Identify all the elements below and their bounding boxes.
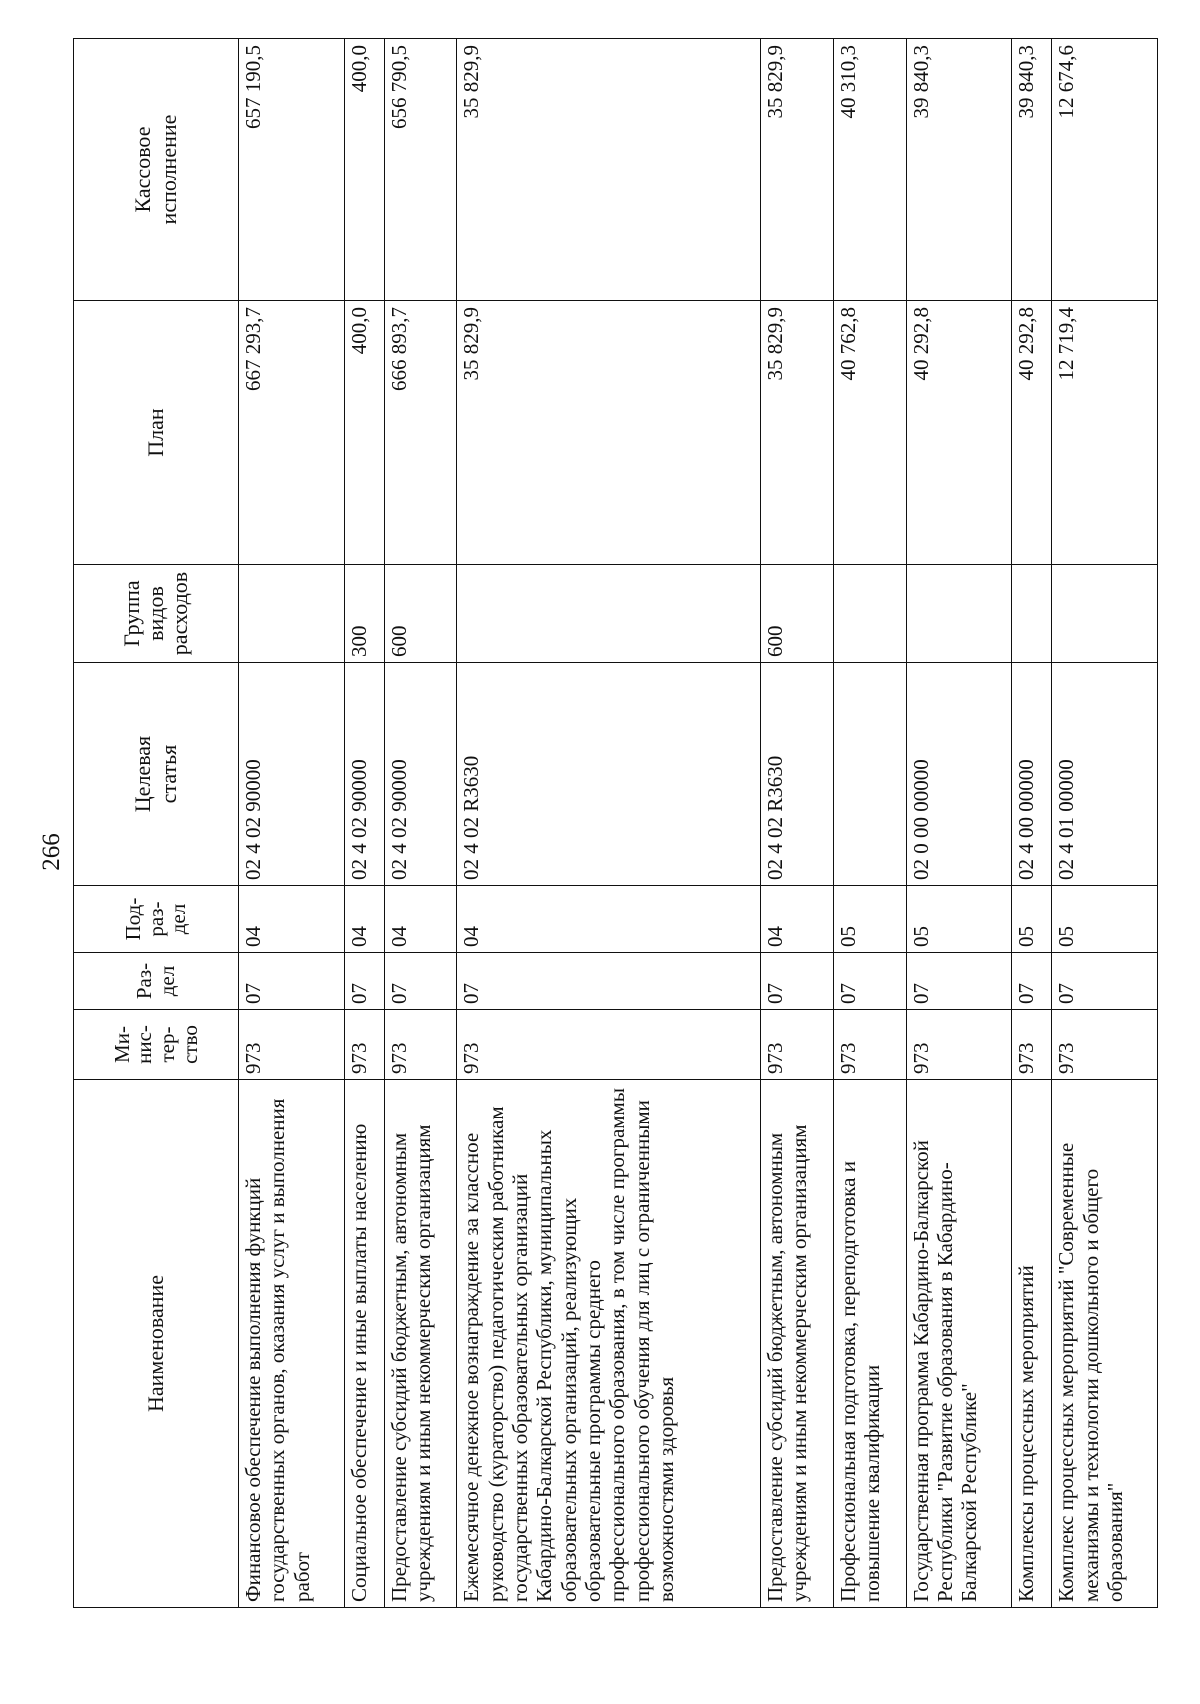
cell-plan: 40 292,8: [1012, 301, 1052, 565]
cell-ministry: 973: [906, 1010, 1012, 1080]
cell-section: 07: [344, 953, 384, 1010]
cell-group: [1012, 565, 1052, 663]
cell-cash: 40 310,3: [833, 39, 906, 301]
table-row: [833, 39, 906, 1608]
cell-cash: 39 840,3: [906, 39, 1012, 301]
cell-subsection: 04: [457, 886, 761, 953]
cell-target: 02 4 02 90000: [344, 663, 384, 886]
cell-plan: 35 829,9: [457, 301, 761, 565]
cell-subsection: 04: [384, 886, 457, 953]
header-target: Целевая статья: [74, 663, 239, 886]
table-row: [457, 39, 761, 1608]
page-number: 266: [38, 833, 65, 871]
cell-subsection: 05: [833, 886, 906, 953]
header-section: Раз- дел: [74, 953, 239, 1010]
cell-target: 02 4 01 00000: [1052, 663, 1158, 886]
header-ministry: Ми- нис- тер- ство: [74, 1010, 239, 1080]
cell-plan: 666 893,7: [384, 301, 457, 565]
cell-plan: 35 829,9: [761, 301, 834, 565]
table-header-row: [74, 39, 239, 1608]
cell-subsection: 05: [906, 886, 1012, 953]
cell-section: 07: [906, 953, 1012, 1010]
cell-section: 07: [457, 953, 761, 1010]
cell-cash: 657 190,5: [239, 39, 345, 301]
cell-name: Комплексы процессных мероприятий: [1012, 1080, 1052, 1608]
cell-subsection: 04: [344, 886, 384, 953]
cell-group: [457, 565, 761, 663]
cell-cash: 35 829,9: [457, 39, 761, 301]
table-body: [239, 39, 1158, 1608]
cell-target: 02 4 02 90000: [384, 663, 457, 886]
cell-ministry: 973: [1012, 1010, 1052, 1080]
table-row: [1052, 39, 1158, 1608]
cell-ministry: 973: [384, 1010, 457, 1080]
cell-ministry: 973: [344, 1010, 384, 1080]
cell-target: 02 0 00 00000: [906, 663, 1012, 886]
cell-section: 07: [239, 953, 345, 1010]
cell-name: Предоставление субсидий бюджетным, автономным учреждениям и иным некоммерческим организациям: [761, 1080, 834, 1608]
cell-subsection: 04: [239, 886, 345, 953]
table-row: [906, 39, 1012, 1608]
cell-section: 07: [384, 953, 457, 1010]
cell-ministry: 973: [239, 1010, 345, 1080]
table-row: [344, 39, 384, 1608]
cell-subsection: 04: [761, 886, 834, 953]
cell-group: [1052, 565, 1158, 663]
cell-ministry: 973: [457, 1010, 761, 1080]
cell-subsection: 05: [1012, 886, 1052, 953]
cell-target: [833, 663, 906, 886]
table-row: [1012, 39, 1052, 1608]
cell-ministry: 973: [1052, 1010, 1158, 1080]
cell-cash: 656 790,5: [384, 39, 457, 301]
header-plan: План: [74, 301, 239, 565]
cell-section: 07: [1052, 953, 1158, 1010]
table-row: [239, 39, 345, 1608]
cell-group: 600: [384, 565, 457, 663]
cell-name: Предоставление субсидий бюджетным, автономным учреждениям и иным некоммерческим организациям: [384, 1080, 457, 1608]
cell-plan: 400,0: [344, 301, 384, 565]
cell-name: Социальное обеспечение и иные выплаты населению: [344, 1080, 384, 1608]
cell-name: Государственная программа Кабардино-Балкарской Республики "Развитие образования в Кабардино-Балкарской Республике": [906, 1080, 1012, 1608]
cell-name: Ежемесячное денежное вознаграждение за классное руководство (кураторство) педагогическим работникам государственных образовательных организаций Кабардино-Балкарской Республики, муниципальных образовательных организаций, реализующих образовательные программы среднего профессионального образования, в том числе программы профессионального обучения для лиц с ограниченными возможностями здоровья: [457, 1080, 761, 1608]
cell-group: 600: [761, 565, 834, 663]
cell-ministry: 973: [833, 1010, 906, 1080]
cell-target: 02 4 02 R3630: [761, 663, 834, 886]
cell-ministry: 973: [761, 1010, 834, 1080]
cell-name: Финансовое обеспечение выполнения функций государственных органов, оказания услуг и выполнения работ: [239, 1080, 345, 1608]
cell-group: [239, 565, 345, 663]
cell-group: [833, 565, 906, 663]
header-cash: Кассовое исполнение: [74, 39, 239, 301]
cell-cash: 39 840,3: [1012, 39, 1052, 301]
header-group: Группа видов расходов: [74, 565, 239, 663]
cell-plan: 40 762,8: [833, 301, 906, 565]
cell-target: 02 4 02 90000: [239, 663, 345, 886]
table-row: [384, 39, 457, 1608]
cell-target: 02 4 00 00000: [1012, 663, 1052, 886]
cell-plan: 12 719,4: [1052, 301, 1158, 565]
cell-cash: 12 674,6: [1052, 39, 1158, 301]
cell-plan: 667 293,7: [239, 301, 345, 565]
cell-name: Профессиональная подготовка, переподготовка и повышение квалификации: [833, 1080, 906, 1608]
cell-cash: 35 829,9: [761, 39, 834, 301]
cell-group: 300: [344, 565, 384, 663]
cell-group: [906, 565, 1012, 663]
cell-target: 02 4 02 R3630: [457, 663, 761, 886]
cell-name: Комплекс процессных мероприятий "Современные механизмы и технологии дошкольного и общего образования": [1052, 1080, 1158, 1608]
budget-table: [73, 38, 1158, 1608]
cell-section: 07: [761, 953, 834, 1010]
cell-cash: 400,0: [344, 39, 384, 301]
header-name: Наименование: [74, 1080, 239, 1608]
cell-section: 07: [833, 953, 906, 1010]
cell-subsection: 05: [1052, 886, 1158, 953]
cell-plan: 40 292,8: [906, 301, 1012, 565]
header-subsection: Под- раз- дел: [74, 886, 239, 953]
cell-section: 07: [1012, 953, 1052, 1010]
table-row: [761, 39, 834, 1608]
